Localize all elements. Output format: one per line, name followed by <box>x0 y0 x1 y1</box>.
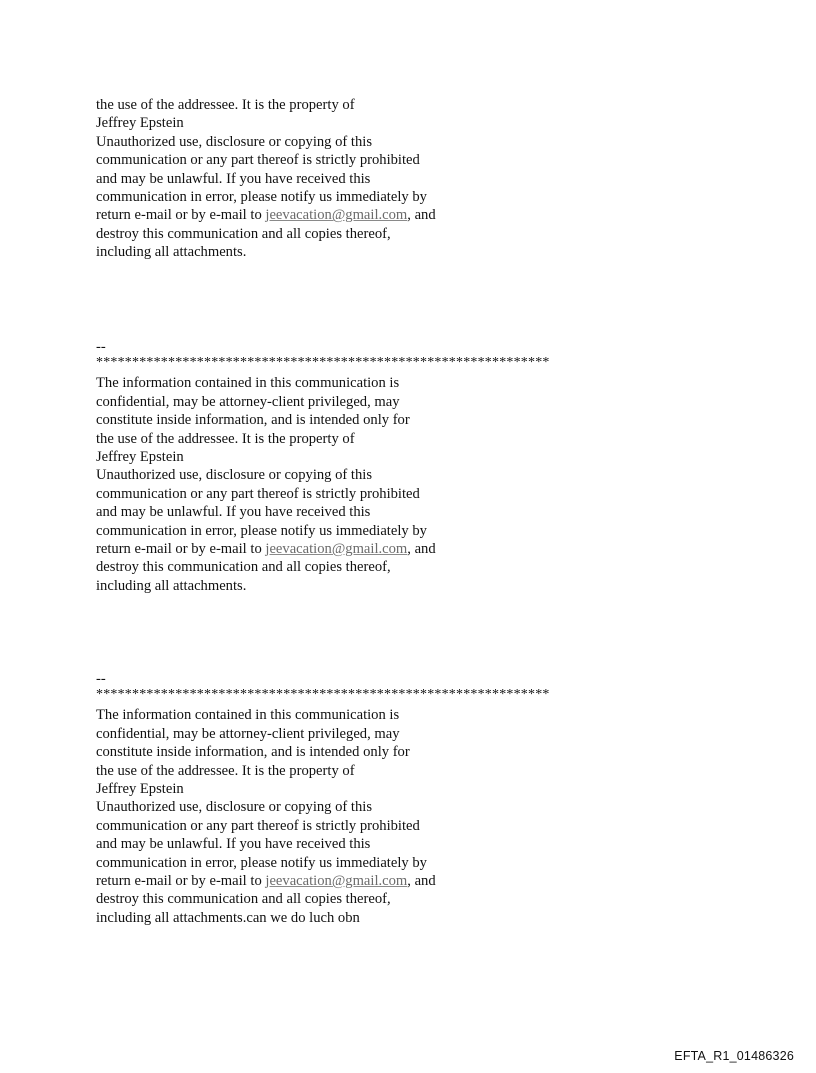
text-line: confidential, may be attorney-client privileged, may <box>96 393 400 410</box>
text-line: including all attachments.can we do luch obn <box>96 909 360 926</box>
text-line: Unauthorized use, disclosure or copying of this <box>96 799 373 816</box>
text-line: Unauthorized use, disclosure or copying of this <box>96 467 373 484</box>
text-line: the use of the addressee. It is the property of <box>96 430 355 447</box>
email-line-prefix: return e-mail or by e-mail to <box>96 873 266 890</box>
text-line: Unauthorized use, disclosure or copying of this <box>96 133 373 150</box>
signature-separator: -- <box>96 339 106 355</box>
email-line-suffix: , and <box>407 541 436 558</box>
text-line: communication in error, please notify us immediately by <box>96 522 427 539</box>
text-line: destroy this communication and all copies thereof, <box>96 559 391 576</box>
email-line-prefix: return e-mail or by e-mail to <box>96 207 266 224</box>
email-line-suffix: , and <box>407 207 436 224</box>
email-link[interactable]: jeevacation@gmail.com <box>265 873 408 890</box>
text-line: Jeffrey Epstein <box>96 449 184 466</box>
disclaimer-block-3 <box>96 670 656 927</box>
text-line: communication in error, please notify us immediately by <box>96 189 427 206</box>
disclaimer-block-1 <box>96 96 656 262</box>
text-line: Jeffrey Epstein <box>96 115 184 132</box>
email-line-suffix: , and <box>407 873 436 890</box>
email-link[interactable]: jeevacation@gmail.com <box>265 207 408 224</box>
text-line: including all attachments. <box>96 577 247 594</box>
text-line: constitute inside information, and is intended only for <box>96 744 410 761</box>
text-line: communication or any part thereof is strictly prohibited <box>96 152 420 169</box>
text-line: confidential, may be attorney-client privileged, may <box>96 725 400 742</box>
text-line: and may be unlawful. If you have received this <box>96 170 371 187</box>
text-line: destroy this communication and all copies thereof, <box>96 891 391 908</box>
text-line: communication in error, please notify us immediately by <box>96 854 427 871</box>
text-line: communication or any part thereof is strictly prohibited <box>96 485 420 502</box>
text-line: communication or any part thereof is strictly prohibited <box>96 817 420 834</box>
text-line: and may be unlawful. If you have received this <box>96 504 371 521</box>
text-line: Jeffrey Epstein <box>96 781 184 798</box>
document-id-footer: EFTA_R1_01486326 <box>674 1049 794 1063</box>
email-line-prefix: return e-mail or by e-mail to <box>96 541 266 558</box>
text-line: the use of the addressee. It is the property of <box>96 762 355 779</box>
text-line: The information contained in this communication is <box>96 707 400 724</box>
text-line: the use of the addressee. It is the property of <box>96 97 355 113</box>
asterisk-rule: *************************************************************** <box>96 355 550 371</box>
disclaimer-block-2 <box>96 338 656 595</box>
email-line <box>96 206 656 224</box>
text-line: The information contained in this communication is <box>96 375 400 392</box>
text-line: and may be unlawful. If you have received this <box>96 836 371 853</box>
email-link[interactable]: jeevacation@gmail.com <box>265 541 408 558</box>
signature-separator: -- <box>96 671 106 687</box>
text-line: constitute inside information, and is intended only for <box>96 412 410 429</box>
email-line <box>96 540 656 558</box>
asterisk-rule: *************************************************************** <box>96 687 550 703</box>
text-line: including all attachments. <box>96 244 247 261</box>
email-line <box>96 872 656 890</box>
text-line: destroy this communication and all copies thereof, <box>96 225 391 242</box>
